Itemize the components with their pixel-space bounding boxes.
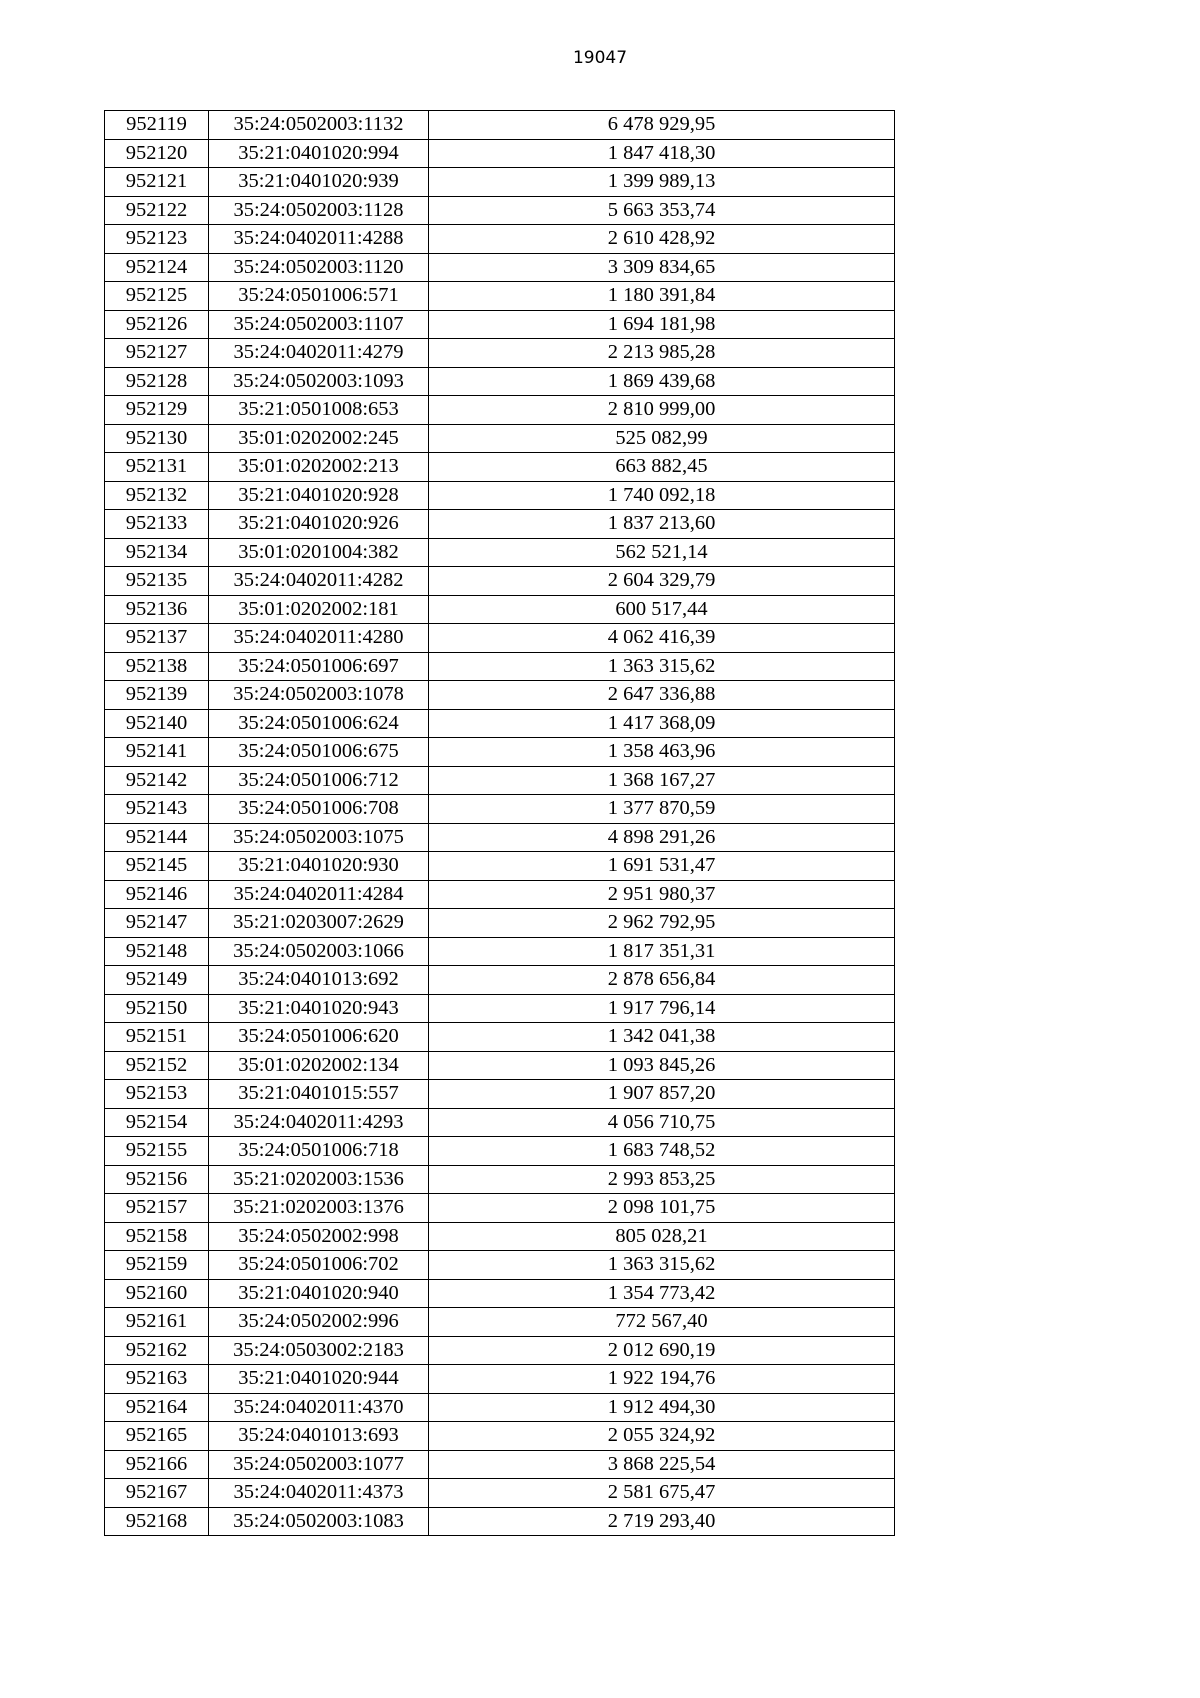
row-number-cell: 952143 <box>105 795 209 824</box>
cadastral-number-cell: 35:24:0501006:624 <box>209 709 429 738</box>
table-row <box>105 1051 895 1080</box>
row-number-cell: 952139 <box>105 681 209 710</box>
row-number-cell: 952138 <box>105 652 209 681</box>
row-number-cell: 952126 <box>105 310 209 339</box>
value-cell: 1 363 315,62 <box>429 1251 895 1280</box>
value-cell: 2 610 428,92 <box>429 225 895 254</box>
table-row <box>105 282 895 311</box>
cadastral-number-cell: 35:24:0502003:1128 <box>209 196 429 225</box>
cadastral-number-cell: 35:21:0202003:1536 <box>209 1165 429 1194</box>
row-number-cell: 952163 <box>105 1365 209 1394</box>
row-number-cell: 952149 <box>105 966 209 995</box>
value-cell: 1 417 368,09 <box>429 709 895 738</box>
table-row <box>105 795 895 824</box>
value-cell: 4 056 710,75 <box>429 1108 895 1137</box>
value-cell: 4 062 416,39 <box>429 624 895 653</box>
cadastral-number-cell: 35:24:0402011:4293 <box>209 1108 429 1137</box>
row-number-cell: 952122 <box>105 196 209 225</box>
table-row <box>105 937 895 966</box>
value-cell: 1 694 181,98 <box>429 310 895 339</box>
table-row <box>105 681 895 710</box>
value-cell: 1 817 351,31 <box>429 937 895 966</box>
row-number-cell: 952131 <box>105 453 209 482</box>
value-cell: 2 810 999,00 <box>429 396 895 425</box>
cadastral-number-cell: 35:21:0401020:944 <box>209 1365 429 1394</box>
table-row <box>105 595 895 624</box>
cadastral-number-cell: 35:24:0502002:996 <box>209 1308 429 1337</box>
row-number-cell: 952133 <box>105 510 209 539</box>
cadastral-number-cell: 35:24:0502002:998 <box>209 1222 429 1251</box>
cadastral-number-cell: 35:24:0502003:1066 <box>209 937 429 966</box>
row-number-cell: 952155 <box>105 1137 209 1166</box>
cadastral-number-cell: 35:24:0501006:675 <box>209 738 429 767</box>
cadastral-number-cell: 35:24:0402011:4284 <box>209 880 429 909</box>
cadastral-number-cell: 35:24:0402011:4370 <box>209 1393 429 1422</box>
table-row <box>105 481 895 510</box>
row-number-cell: 952160 <box>105 1279 209 1308</box>
table-row <box>105 738 895 767</box>
table-row <box>105 909 895 938</box>
cadastral-number-cell: 35:21:0203007:2629 <box>209 909 429 938</box>
registry-table <box>104 110 895 1536</box>
table-row <box>105 168 895 197</box>
table-row <box>105 880 895 909</box>
table-row <box>105 709 895 738</box>
table-row <box>105 510 895 539</box>
row-number-cell: 952148 <box>105 937 209 966</box>
table-row <box>105 852 895 881</box>
cadastral-number-cell: 35:21:0401020:926 <box>209 510 429 539</box>
value-cell: 1 354 773,42 <box>429 1279 895 1308</box>
row-number-cell: 952120 <box>105 139 209 168</box>
row-number-cell: 952162 <box>105 1336 209 1365</box>
row-number-cell: 952123 <box>105 225 209 254</box>
value-cell: 2 647 336,88 <box>429 681 895 710</box>
cadastral-number-cell: 35:01:0202002:181 <box>209 595 429 624</box>
table-row <box>105 1450 895 1479</box>
row-number-cell: 952129 <box>105 396 209 425</box>
value-cell: 1 180 391,84 <box>429 282 895 311</box>
value-cell: 3 868 225,54 <box>429 1450 895 1479</box>
value-cell: 2 098 101,75 <box>429 1194 895 1223</box>
row-number-cell: 952132 <box>105 481 209 510</box>
row-number-cell: 952164 <box>105 1393 209 1422</box>
cadastral-number-cell: 35:21:0401020:930 <box>209 852 429 881</box>
row-number-cell: 952157 <box>105 1194 209 1223</box>
row-number-cell: 952136 <box>105 595 209 624</box>
cadastral-number-cell: 35:24:0401013:692 <box>209 966 429 995</box>
row-number-cell: 952137 <box>105 624 209 653</box>
cadastral-number-cell: 35:21:0501008:653 <box>209 396 429 425</box>
value-cell: 1 377 870,59 <box>429 795 895 824</box>
row-number-cell: 952135 <box>105 567 209 596</box>
table-row <box>105 453 895 482</box>
value-cell: 2 581 675,47 <box>429 1479 895 1508</box>
row-number-cell: 952142 <box>105 766 209 795</box>
table-row <box>105 310 895 339</box>
value-cell: 1 368 167,27 <box>429 766 895 795</box>
cadastral-number-cell: 35:24:0502003:1132 <box>209 111 429 140</box>
row-number-cell: 952141 <box>105 738 209 767</box>
value-cell: 1 363 315,62 <box>429 652 895 681</box>
table-row <box>105 1336 895 1365</box>
table-row <box>105 1507 895 1536</box>
row-number-cell: 952146 <box>105 880 209 909</box>
table-row <box>105 966 895 995</box>
table-row <box>105 139 895 168</box>
cadastral-number-cell: 35:24:0501006:620 <box>209 1023 429 1052</box>
row-number-cell: 952165 <box>105 1422 209 1451</box>
cadastral-number-cell: 35:21:0401020:940 <box>209 1279 429 1308</box>
cadastral-number-cell: 35:24:0501006:712 <box>209 766 429 795</box>
table-row <box>105 1251 895 1280</box>
value-cell: 1 683 748,52 <box>429 1137 895 1166</box>
row-number-cell: 952168 <box>105 1507 209 1536</box>
cadastral-number-cell: 35:01:0202002:245 <box>209 424 429 453</box>
value-cell: 1 917 796,14 <box>429 994 895 1023</box>
cadastral-number-cell: 35:24:0501006:697 <box>209 652 429 681</box>
table-row <box>105 766 895 795</box>
value-cell: 1 740 092,18 <box>429 481 895 510</box>
table-row <box>105 1137 895 1166</box>
table-row <box>105 1479 895 1508</box>
row-number-cell: 952151 <box>105 1023 209 1052</box>
table-row <box>105 994 895 1023</box>
row-number-cell: 952153 <box>105 1080 209 1109</box>
value-cell: 2 055 324,92 <box>429 1422 895 1451</box>
cadastral-number-cell: 35:21:0401020:994 <box>209 139 429 168</box>
cadastral-number-cell: 35:24:0501006:702 <box>209 1251 429 1280</box>
value-cell: 4 898 291,26 <box>429 823 895 852</box>
row-number-cell: 952150 <box>105 994 209 1023</box>
page-number: 19047 <box>572 48 628 68</box>
row-number-cell: 952159 <box>105 1251 209 1280</box>
value-cell: 663 882,45 <box>429 453 895 482</box>
row-number-cell: 952124 <box>105 253 209 282</box>
cadastral-number-cell: 35:24:0502003:1120 <box>209 253 429 282</box>
row-number-cell: 952127 <box>105 339 209 368</box>
table-row <box>105 1165 895 1194</box>
cadastral-number-cell: 35:24:0501006:571 <box>209 282 429 311</box>
row-number-cell: 952147 <box>105 909 209 938</box>
row-number-cell: 952128 <box>105 367 209 396</box>
table-row <box>105 1108 895 1137</box>
cadastral-number-cell: 35:21:0202003:1376 <box>209 1194 429 1223</box>
value-cell: 525 082,99 <box>429 424 895 453</box>
value-cell: 562 521,14 <box>429 538 895 567</box>
table-row <box>105 1023 895 1052</box>
row-number-cell: 952119 <box>105 111 209 140</box>
table-row <box>105 1422 895 1451</box>
table-row <box>105 111 895 140</box>
value-cell: 1 907 857,20 <box>429 1080 895 1109</box>
row-number-cell: 952152 <box>105 1051 209 1080</box>
table-row <box>105 652 895 681</box>
table-row <box>105 339 895 368</box>
cadastral-number-cell: 35:24:0502003:1075 <box>209 823 429 852</box>
cadastral-number-cell: 35:01:0202002:134 <box>209 1051 429 1080</box>
value-cell: 2 012 690,19 <box>429 1336 895 1365</box>
cadastral-number-cell: 35:21:0401015:557 <box>209 1080 429 1109</box>
row-number-cell: 952134 <box>105 538 209 567</box>
table-row <box>105 1365 895 1394</box>
value-cell: 2 213 985,28 <box>429 339 895 368</box>
value-cell: 1 837 213,60 <box>429 510 895 539</box>
cadastral-number-cell: 35:21:0401020:939 <box>209 168 429 197</box>
table-row <box>105 567 895 596</box>
row-number-cell: 952158 <box>105 1222 209 1251</box>
table-row <box>105 1194 895 1223</box>
table-row <box>105 396 895 425</box>
table-row <box>105 1308 895 1337</box>
cadastral-number-cell: 35:24:0503002:2183 <box>209 1336 429 1365</box>
cadastral-number-cell: 35:24:0402011:4288 <box>209 225 429 254</box>
row-number-cell: 952161 <box>105 1308 209 1337</box>
cadastral-number-cell: 35:21:0401020:943 <box>209 994 429 1023</box>
cadastral-number-cell: 35:24:0502003:1093 <box>209 367 429 396</box>
table-row <box>105 367 895 396</box>
cadastral-number-cell: 35:21:0401020:928 <box>209 481 429 510</box>
cadastral-number-cell: 35:24:0502003:1078 <box>209 681 429 710</box>
cadastral-number-cell: 35:24:0402011:4373 <box>209 1479 429 1508</box>
table-row <box>105 538 895 567</box>
value-cell: 1 093 845,26 <box>429 1051 895 1080</box>
value-cell: 2 951 980,37 <box>429 880 895 909</box>
table-row <box>105 196 895 225</box>
row-number-cell: 952145 <box>105 852 209 881</box>
value-cell: 805 028,21 <box>429 1222 895 1251</box>
value-cell: 2 604 329,79 <box>429 567 895 596</box>
cadastral-number-cell: 35:24:0402011:4279 <box>209 339 429 368</box>
cadastral-number-cell: 35:24:0401013:693 <box>209 1422 429 1451</box>
row-number-cell: 952154 <box>105 1108 209 1137</box>
table-row <box>105 624 895 653</box>
value-cell: 1 691 531,47 <box>429 852 895 881</box>
cadastral-number-cell: 35:24:0501006:718 <box>209 1137 429 1166</box>
value-cell: 2 962 792,95 <box>429 909 895 938</box>
cadastral-number-cell: 35:24:0502003:1077 <box>209 1450 429 1479</box>
value-cell: 1 847 418,30 <box>429 139 895 168</box>
table-row <box>105 1080 895 1109</box>
value-cell: 1 869 439,68 <box>429 367 895 396</box>
cadastral-number-cell: 35:24:0502003:1107 <box>209 310 429 339</box>
table-row <box>105 823 895 852</box>
value-cell: 2 993 853,25 <box>429 1165 895 1194</box>
row-number-cell: 952167 <box>105 1479 209 1508</box>
value-cell: 2 719 293,40 <box>429 1507 895 1536</box>
value-cell: 2 878 656,84 <box>429 966 895 995</box>
row-number-cell: 952156 <box>105 1165 209 1194</box>
cadastral-number-cell: 35:01:0202002:213 <box>209 453 429 482</box>
cadastral-number-cell: 35:01:0201004:382 <box>209 538 429 567</box>
value-cell: 1 912 494,30 <box>429 1393 895 1422</box>
registry-table-body <box>105 111 895 1536</box>
row-number-cell: 952121 <box>105 168 209 197</box>
table-row <box>105 424 895 453</box>
table-row <box>105 1279 895 1308</box>
cadastral-number-cell: 35:24:0402011:4280 <box>209 624 429 653</box>
row-number-cell: 952140 <box>105 709 209 738</box>
table-row <box>105 1222 895 1251</box>
value-cell: 600 517,44 <box>429 595 895 624</box>
table-row <box>105 1393 895 1422</box>
value-cell: 1 358 463,96 <box>429 738 895 767</box>
row-number-cell: 952166 <box>105 1450 209 1479</box>
value-cell: 772 567,40 <box>429 1308 895 1337</box>
value-cell: 5 663 353,74 <box>429 196 895 225</box>
value-cell: 1 922 194,76 <box>429 1365 895 1394</box>
row-number-cell: 952144 <box>105 823 209 852</box>
value-cell: 6 478 929,95 <box>429 111 895 140</box>
table-row <box>105 225 895 254</box>
row-number-cell: 952130 <box>105 424 209 453</box>
value-cell: 1 342 041,38 <box>429 1023 895 1052</box>
table-row <box>105 253 895 282</box>
cadastral-number-cell: 35:24:0502003:1083 <box>209 1507 429 1536</box>
value-cell: 1 399 989,13 <box>429 168 895 197</box>
cadastral-number-cell: 35:24:0402011:4282 <box>209 567 429 596</box>
cadastral-number-cell: 35:24:0501006:708 <box>209 795 429 824</box>
row-number-cell: 952125 <box>105 282 209 311</box>
value-cell: 3 309 834,65 <box>429 253 895 282</box>
